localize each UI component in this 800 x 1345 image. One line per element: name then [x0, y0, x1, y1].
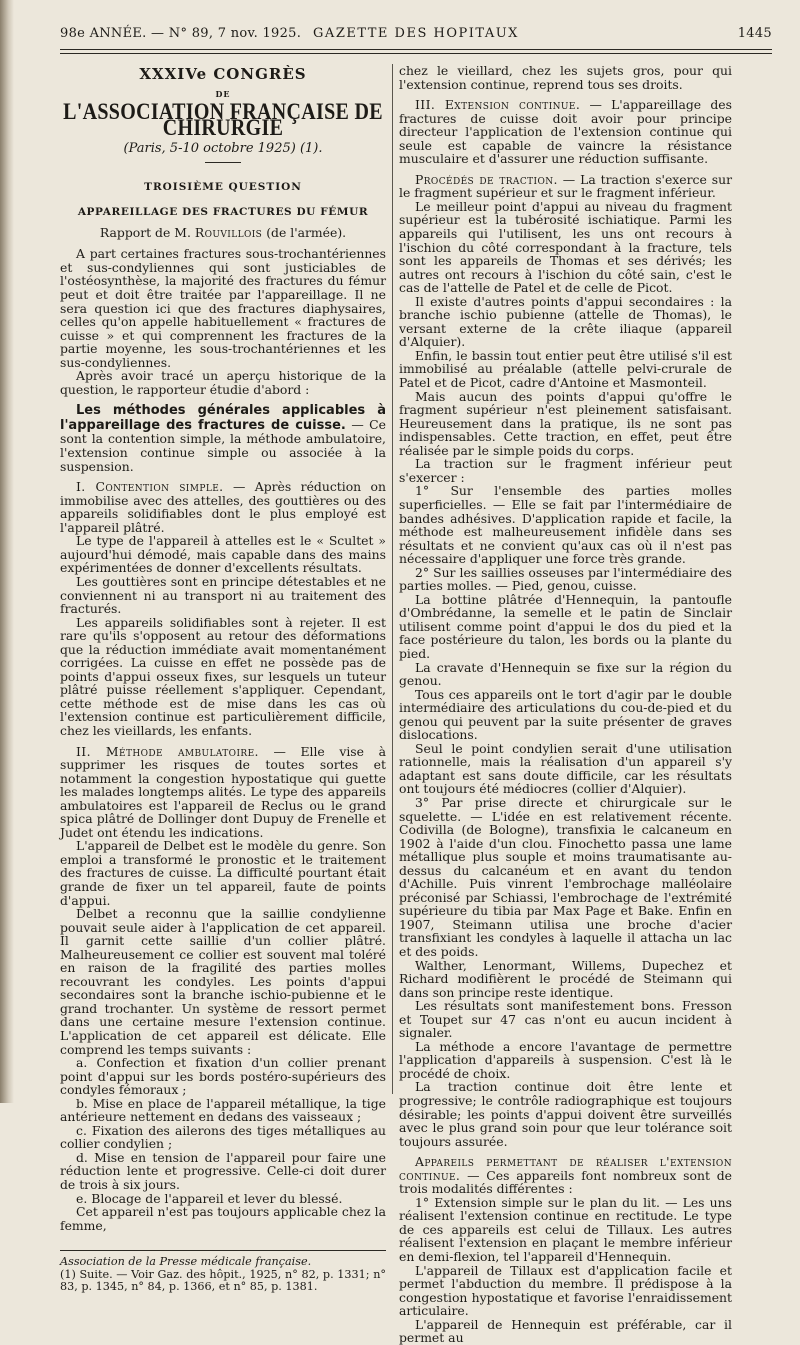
left-column: [60, 64, 386, 1293]
appareils-paragraph: Appareils permettant de réaliser l'extension continue. — Ces appareils font nombreux sont de trois modalités différentes :: [399, 1154, 732, 1197]
title-short-rule: [205, 162, 241, 163]
question-heading: TROISIÈME QUESTION: [144, 180, 302, 193]
footnote-rule: [60, 1250, 386, 1251]
paragraph: Cet appareil n'est pas toujours applicable chez la femme,: [60, 1204, 386, 1233]
paragraph: L'appareil de Delbet est le modèle du genre. Son emploi a transformé le pronostic et le traitement des fractures de cuisse. La difficulté pourtant était grande de fixer un tel appareil, faute de points d'appui.: [60, 838, 386, 908]
paragraph: Delbet a reconnu que la saillie condylienne pouvait seule aider à l'application de cet appareil. Il garnit cette saillie d'un collier plâtré. Malheureusement ce collier est souvent mal toléré en raison de la fragilité des parties molles recouvrant les condyles. Les points d'appui secondaires sont la branche ischio-pubienne et le grand trochanter. Un système de ressort permet dans une certaine mesure l'extension continue. L'application de cet appareil est délicate. Elle comprend les temps suivants :: [60, 906, 386, 1057]
title-de: DE: [215, 88, 231, 99]
paragraph: Les gouttières sont en principe détestables et ne conviennent ni au transport ni au traitement des fracturés.: [60, 573, 386, 617]
paragraph: L'appareil de Tillaux est d'application facile et permet l'abduction du membre. Il prédispose à la congestion hypostatique et favorise l'enraidissement articulaire.: [399, 1262, 732, 1319]
journal-title: GAZETTE DES HOPITAUX: [313, 26, 519, 41]
footnote-association: Association de la Presse médicale française.: [60, 1255, 312, 1269]
list-item: 1° Extension simple sur le plan du lit. — Les uns réalisent l'extension continue en rectitude. Le type de ces appareils est celui de Tillaux. Les autres réalisent l'extension en plaçant le membre inférieur en demi-flexion, tel l'appareil d'Hennequin.: [399, 1194, 732, 1265]
section-contention: I. Contention simple. — Après réduction on immobilise avec des attelles, des gouttières ou des appareils solidifiables dont le plus employé est l'appareil plâtré.: [60, 479, 386, 535]
paragraph: Walther, Lenormant, Willems, Dupechez et Richard modifièrent le procédé de Steimann qui dans son principe reste identique.: [399, 957, 732, 1000]
paragraph: La méthode a encore l'avantage de permettre l'application d'appareils à suspension. C'est là le procédé de choix.: [399, 1038, 732, 1081]
page-spine-shadow: [0, 0, 14, 1103]
methods-paragraph: Les méthodes générales applicables à l'appareillage des fractures de cuisse. — Ce sont la contention simple, la méthode ambulatoire, l'extension continue simple ou associée à la suspension.: [60, 403, 386, 474]
list-item: 1° Sur l'ensemble des parties molles superficielles. — Elle se fait par l'intermédiaire de bandes adhésives. D'application rapide et facile, la méthode est malheureusement infidèle dans ses résultats et ne convient qu'aux cas où il n'est pas nécessaire d'appliquer une force très grande.: [399, 483, 732, 567]
paragraph: Le type de l'appareil à attelles est le « Scultet » aujourd'hui démodé, mais capable dans des mains expérimentées de donner d'excellents résultats.: [60, 533, 386, 576]
step-item: a. Confection et fixation d'un collier prenant point d'appui sur les bords postéro-supérieurs des condyles fémoraux ;: [60, 1055, 386, 1098]
issue-info: 98e ANNÉE. — N° 89, 7 nov. 1925.: [60, 26, 302, 41]
rapport-byline: Rapport de M. Rouvillois (de l'armée).: [99, 224, 347, 240]
list-item: 3° Par prise directe et chirurgicale sur le squelette. — L'idée en est relativement récente. Codivilla (de Bologne), transfixia le calcaneum en 1902 à l'aide d'un clou. Finochetto passa une lame métallique plus souple et moins traumatisante au-dessus du calcanéum et en avant du tendon d'Achille. Puis vinrent l'embrochage malléolaire préconisé par Schiassi, l'embrochage de l'extrémité supérieure du tibia par Max Page et Bake. Enfin en 1907, Steimann utilisa une broche d'acier transfixiant les condyles à laquelle il attacha un lac et des poids.: [399, 794, 732, 959]
paragraph: Les appareils solidifiables sont à rejeter. Il est rare qu'ils s'opposent au retour des déformations que la réduction immédiate avait momentanément corrigées. La cuisse en effet ne possède pas de points d'appui osseux fixes, sur lesquels un tuteur plâtré puisse réellement s'appliquer. Cependant, cette méthode est de mise dans les cas où l'extension continue est particulièrement difficile, chez les vieillards, les enfants.: [60, 614, 386, 738]
subject-heading: APPAREILLAGE DES FRACTURES DU FÉMUR: [77, 206, 369, 219]
list-item: 2° Sur les saillies osseuses par l'intermédiaire des parties molles. — Pied, genou, cuisse.: [399, 564, 732, 594]
paragraph: La traction continue doit être lente et progressive; le contrôle radiographique est toujours désirable; les points d'appui doivent être surveillés avec le plus grand soin pour que leur tolérance soit toujours assurée.: [399, 1079, 732, 1149]
paragraph: La bottine plâtrée d'Hennequin, la pantoufle d'Ombrédanne, la semelle et le patin de Sinclair utilisent comme point d'appui le dos du pied et la face postérieure du talon, les bords ou la plante du pied.: [399, 591, 732, 661]
right-column: [399, 64, 732, 1345]
step-item: e. Blocage de l'appareil et lever du blessé.: [76, 1190, 343, 1206]
paragraph: Après avoir tracé un aperçu historique de la question, le rapporteur étudie d'abord :: [60, 368, 386, 397]
procedes-paragraph: Procédés de traction. — La traction s'exerce sur le fragment supérieur et sur le fragment inférieur.: [399, 171, 732, 201]
footnote-1: (1) Suite. — Voir Gaz. des hôpit., 1925, n° 82, p. 1331; n° 83, p. 1345, n° 84, p. 1366, et n° 85, p. 1381.: [60, 1267, 386, 1294]
paragraph: Tous ces appareils ont le tort d'agir par le double intermédiaire des articulations du cou-de-pied et du genou qui peuvent par la suite présenter de graves dislocations.: [399, 686, 732, 743]
footnotes: [60, 1256, 386, 1293]
step-item: d. Mise en tension de l'appareil pour faire une réduction lente et progressive. Celle-ci doit durer de trois à six jours.: [60, 1149, 386, 1193]
paragraph: Mais aucun des points d'appui qu'offre le fragment supérieur n'est pleinement satisfaisant. Heureusement dans la pratique, ils ne sont pas indispensables. Cette traction, en effet, peut être réalisée par le simple poids du corps.: [399, 388, 732, 458]
paragraph: La traction sur le fragment inférieur peut s'exercer :: [399, 456, 732, 485]
paragraph: A part certaines fractures sous-trochantériennes et sus-condyliennes qui sont justiciables de l'ostéosynthèse, la majorité des fractures du fémur peut et doit être traitée par l'appareillage. Il ne sera question ici que des fractures diaphysaires, celles qu'on appelle habituellement « fractures de cuisse » et qui comprennent les fractures de la partie moyenne, les sous-trochantériennes et les sus-condyliennes.: [60, 246, 386, 370]
paragraph: Seul le point condylien serait d'une utilisation rationnelle, mais la réalisation d'un appareil s'y adaptant est sans doute difficile, car les résultats ont toujours été médiocres (collier d'Alquier).: [399, 740, 732, 797]
association-title: L'ASSOCIATION FRANÇAISE DE CHIRURGIE: [63, 99, 383, 141]
step-item: b. Mise en place de l'appareil métallique, la tige antérieure nettement en dedans des vaisseaux ;: [60, 1095, 386, 1125]
paragraph-continued: chez le vieillard, chez les sujets gros, pour qui l'extension continue, reprend tous ses droits.: [399, 63, 732, 92]
methods-heading: Les méthodes générales applicables à l'appareillage des fractures de cuisse.: [60, 403, 386, 433]
paragraph: Enfin, le bassin tout entier peut être utilisé s'il est immobilisé au préalable (attelle pelvi-crurale de Patel et de Picot, cadre d'Antoine et Masmonteil.: [399, 347, 732, 391]
paragraph: Les résultats sont manifestement bons. Fresson et Toupet sur 47 cas n'ont eu aucun incident à signaler.: [399, 998, 732, 1041]
header-rule-thick: [60, 49, 772, 50]
paragraph: L'appareil de Hennequin est préférable, car il permet au: [399, 1316, 732, 1345]
section-ambulatoire: II. Méthode ambulatoire. — Elle vise à supprimer les risques de toutes sortes et notamment la congestion hypostatique qui guette les malades longtemps alités. Le type des appareils ambulatoires est l'appareil de Reclus ou le grand spica plâtré de Dollinger dont Dupuy de Frenelle et Judet ont étendu les indications.: [60, 743, 386, 840]
column-divider: [392, 64, 393, 1094]
place-date: (Paris, 5-10 octobre 1925) (1).: [123, 141, 323, 157]
paragraph: La cravate d'Hennequin se fixe sur la région du genou.: [399, 659, 732, 689]
congress-line: XXXIVe CONGRÈS: [139, 65, 307, 83]
page-number: 1445: [737, 26, 772, 41]
step-item: c. Fixation des ailerons des tiges métalliques au collier condylien ;: [60, 1122, 386, 1152]
paragraph: Le meilleur point d'appui au niveau du fragment supérieur est la tubérosité ischiatique. Parmi les appareils qui l'utilisent, les uns ont recours à l'ischion du côté correspondant à la fracture, tels sont les appareils de Thomas et ses dérivés; les autres ont recours à l'ischion du côté sain, c'est le cas de l'attelle de Patel et de celle de Picot.: [399, 198, 732, 296]
header-rule-thin: [60, 53, 772, 54]
running-header: [60, 26, 772, 46]
section-extension: III. Extension continue. — L'appareillage des fractures de cuisse doit avoir pour principe directeur l'application de l'extension continue qui seule est capable de vaincre la résistance musculaire et d'assurer une réduction suffisante.: [399, 97, 732, 167]
paragraph: Il existe d'autres points d'appui secondaires : la branche ischio pubienne (attelle de Thomas), le versant externe de la crête iliaque (appareil d'Alquier).: [399, 293, 732, 350]
